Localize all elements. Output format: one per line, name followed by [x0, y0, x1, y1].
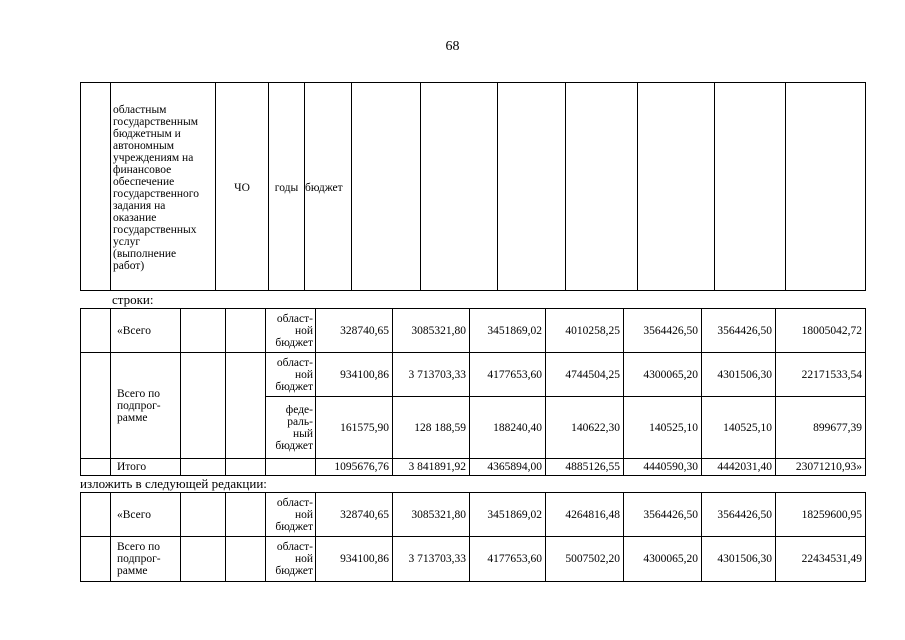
funding-source: област- ной бюджет — [266, 493, 316, 537]
empty-cell — [638, 83, 715, 291]
empty-cell — [181, 459, 226, 476]
value-cell: 5007502,20 — [546, 537, 624, 582]
subprogram-label: Всего по подпрог- рамме — [117, 541, 161, 577]
page-number: 68 — [445, 39, 460, 54]
row-label: «Всего — [111, 493, 181, 537]
value-cell: 4300065,20 — [624, 353, 702, 397]
total-cell: 18005042,72 — [776, 309, 866, 353]
table-row — [81, 459, 866, 476]
empty-cell — [566, 83, 638, 291]
value-cell: 934100,86 — [316, 353, 393, 397]
row-label — [111, 353, 181, 459]
value-cell: 4010258,25 — [546, 309, 624, 353]
row-label: Итого — [111, 459, 181, 476]
value-cell: 3564426,50 — [624, 309, 702, 353]
empty-cell — [786, 83, 866, 291]
value-cell: 3564426,50 — [702, 309, 776, 353]
total-cell: 18259600,95 — [776, 493, 866, 537]
empty-cell — [81, 493, 111, 537]
row-label: «Всего — [111, 309, 181, 353]
empty-cell — [226, 537, 266, 582]
value-cell: 4365894,00 — [470, 459, 546, 476]
table-row — [81, 353, 866, 397]
value-cell: 4177653,60 — [470, 353, 546, 397]
executor: ЧО — [234, 181, 250, 194]
value-cell: 4744504,25 — [546, 353, 624, 397]
table-row — [81, 493, 866, 537]
value-cell: 3 713703,33 — [393, 353, 470, 397]
value-cell: 3451869,02 — [470, 493, 546, 537]
executor-cell — [216, 83, 269, 291]
value-cell: 3564426,50 — [624, 493, 702, 537]
value-cell: 140525,10 — [702, 397, 776, 459]
value-cell: 3085321,80 — [393, 309, 470, 353]
value-cell: 161575,90 — [316, 397, 393, 459]
total-cell: 22171533,54 — [776, 353, 866, 397]
value-cell: 188240,40 — [470, 397, 546, 459]
empty-cell — [81, 459, 111, 476]
subprogram-label: Всего по подпрог- рамме — [117, 387, 161, 424]
value-cell: 4264816,48 — [546, 493, 624, 537]
funding-source: област- ной бюджет — [266, 309, 316, 353]
empty-cell — [352, 83, 421, 291]
value-cell: 128 188,59 — [393, 397, 470, 459]
value-cell: 4300065,20 — [624, 537, 702, 582]
empty-cell — [226, 459, 266, 476]
total-cell: 23071210,93» — [776, 459, 866, 476]
funding-table-old — [80, 308, 866, 476]
empty-cell — [81, 353, 111, 459]
empty-cell — [226, 493, 266, 537]
empty-cell — [266, 459, 316, 476]
empty-cell — [498, 83, 566, 291]
value-cell: 328740,65 — [316, 309, 393, 353]
empty-cell — [181, 309, 226, 353]
table-row — [81, 537, 866, 582]
total-cell: 899677,39 — [776, 397, 866, 459]
table-row — [81, 309, 866, 353]
row-label — [111, 537, 181, 582]
value-cell: 1095676,76 — [316, 459, 393, 476]
value-cell: 4440590,30 — [624, 459, 702, 476]
value-cell: 140622,30 — [546, 397, 624, 459]
empty-cell — [181, 353, 226, 459]
measure-description: областным государственным бюджетным и автономным учреждениям на финансовое обеспечение государственного задания на оказание государственных услуг (выполнение работ) — [113, 103, 199, 272]
funding-source: област- ной бюджет — [266, 353, 316, 397]
source-cell — [305, 83, 352, 291]
value-cell: 3 713703,33 — [393, 537, 470, 582]
value-cell: 3085321,80 — [393, 493, 470, 537]
empty-cell — [226, 309, 266, 353]
value-cell: 3 841891,92 — [393, 459, 470, 476]
total-cell: 22434531,49 — [776, 537, 866, 582]
value-cell: 140525,10 — [624, 397, 702, 459]
empty-cell — [715, 83, 786, 291]
funding-source: бюджет — [305, 181, 343, 194]
funding-source: област- ной бюджет — [266, 537, 316, 582]
funding-table-new — [80, 492, 866, 582]
empty-cell — [81, 83, 111, 291]
measure-description-cell — [111, 83, 216, 291]
value-cell: 4177653,60 — [470, 537, 546, 582]
value-cell: 4442031,40 — [702, 459, 776, 476]
value-cell: 4301506,30 — [702, 537, 776, 582]
value-cell: 3451869,02 — [470, 309, 546, 353]
empty-cell — [81, 309, 111, 353]
empty-cell — [181, 537, 226, 582]
continuation-table — [80, 82, 866, 291]
period: годы — [274, 181, 299, 194]
value-cell: 4301506,30 — [702, 353, 776, 397]
new-edition-caption: изложить в следующей редакции: — [80, 476, 267, 491]
value-cell: 4885126,55 — [546, 459, 624, 476]
empty-cell — [226, 353, 266, 459]
value-cell: 3564426,50 — [702, 493, 776, 537]
empty-cell — [181, 493, 226, 537]
value-cell: 328740,65 — [316, 493, 393, 537]
empty-cell — [81, 537, 111, 582]
empty-cell — [421, 83, 498, 291]
period-cell — [269, 83, 305, 291]
funding-source: феде- раль- ный бюджет — [266, 397, 316, 459]
rows-caption: строки: — [112, 292, 154, 307]
value-cell: 934100,86 — [316, 537, 393, 582]
